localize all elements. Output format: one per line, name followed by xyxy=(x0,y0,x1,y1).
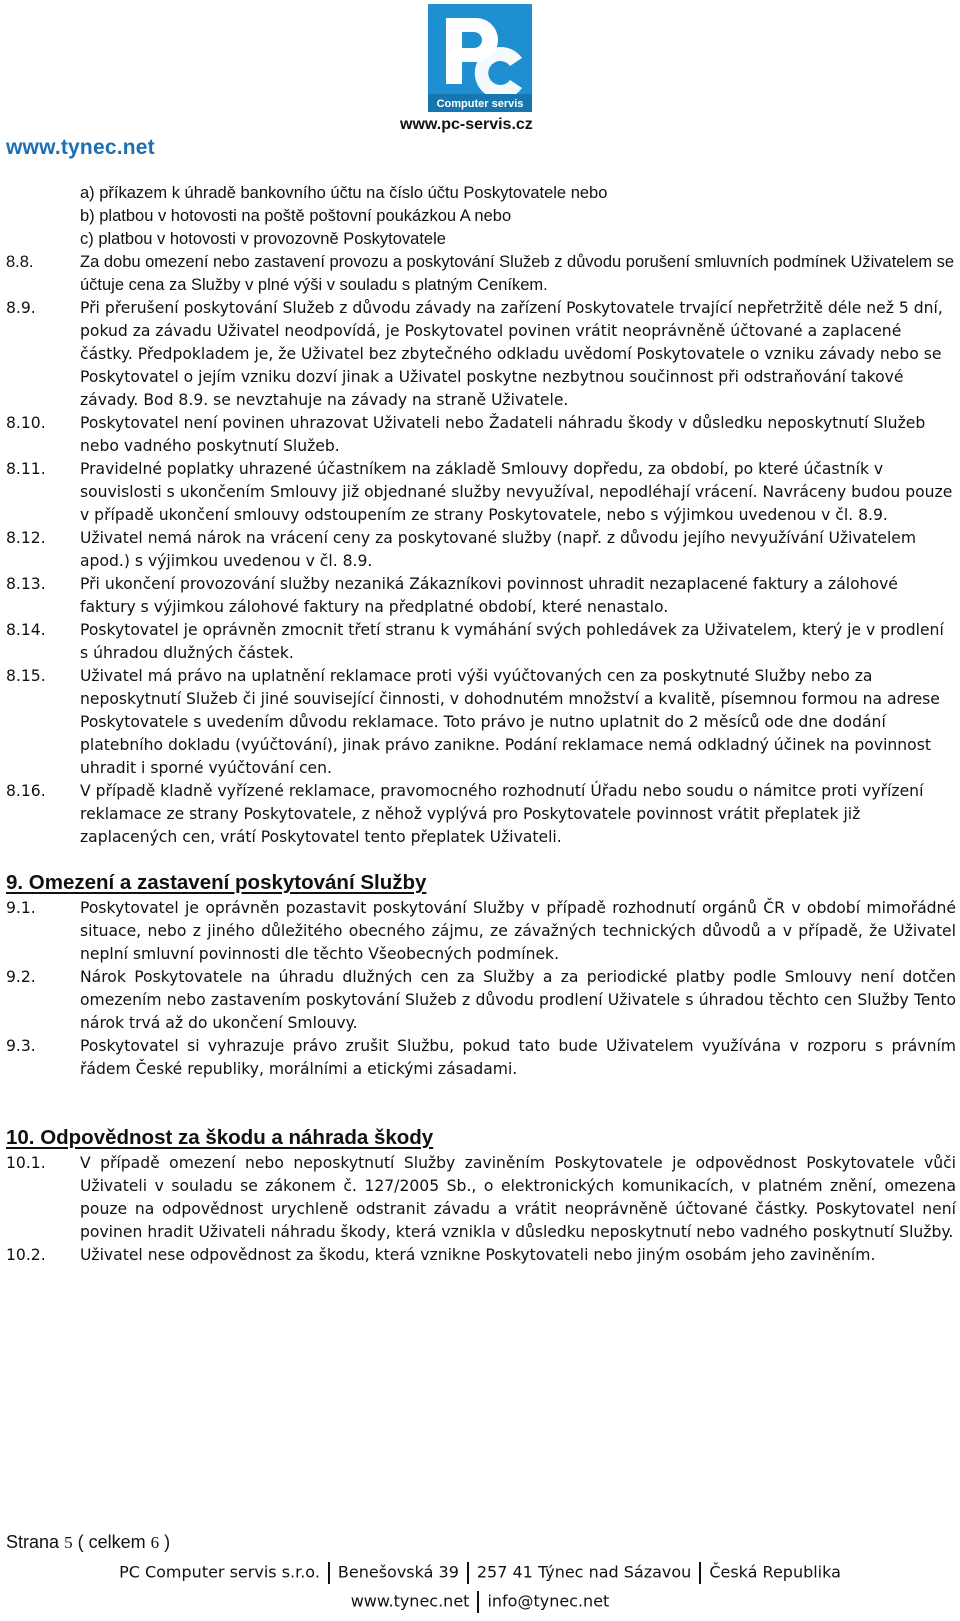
clause-text: V případě omezení nebo neposkytnutí Služby zaviněním Poskytovatele je odpovědnost Poskytovatele vůči Uživateli v souladu se zákonem č. 127/2005 Sb., o elektronických komunikacích, v platném znění, omezena pouze na odpovědnost urychleně odstranit závadu a vrátit neoprávněně účtované částky. Poskytovatel není povinen hradit Uživateli náhradu škody, která vznikla v důsledku neposkytnutí nebo vadného poskytnutí Služby. xyxy=(80,1154,956,1241)
footer-country: Česká Republika xyxy=(709,1562,841,1582)
page-total-prefix: ( celkem xyxy=(77,1532,146,1552)
clause-number: 8.10. xyxy=(6,414,46,432)
footer-city: 257 41 Týnec nad Sázavou xyxy=(476,1562,692,1582)
clause-8-16 xyxy=(6,780,956,849)
clause-number: 9.3. xyxy=(6,1037,36,1055)
clause-number: 8.8. xyxy=(6,253,34,271)
clause-number: 8.9. xyxy=(6,299,36,317)
footer-web-link[interactable]: www.tynec.net xyxy=(350,1591,470,1611)
clause-text: V případě kladně vyřízené reklamace, pravomocného rozhodnutí Úřadu nebo soudu o námitce proti vyřízení reklamace ze strany Poskytovatele, z něhož vyplývá pro Poskytovatele povinnost vrátit přeplatek již zaplacených cen, vrátí Poskytovatel tento přeplatek Uživateli. xyxy=(80,782,924,846)
clause-number: 8.13. xyxy=(6,575,46,593)
footer-address xyxy=(0,1562,960,1584)
clause-8-9 xyxy=(6,297,956,412)
section-9-heading: 9. Omezení a zastavení poskytování Služby xyxy=(6,871,427,894)
footer-separator xyxy=(467,1562,469,1584)
clause-10-1 xyxy=(6,1152,956,1244)
page-total: 6 xyxy=(150,1533,160,1552)
header-website[interactable]: www.tynec.net xyxy=(6,136,155,159)
company-logo xyxy=(428,4,532,112)
page-label: Strana xyxy=(6,1532,60,1552)
clause-text: Při ukončení provozování služby nezaniká Zákazníkovi povinnost uhradit nezaplacené faktury a zálohové faktury s výjimkou zálohové faktury na předplatné období, které nenastalo. xyxy=(80,575,898,616)
clause-8-13 xyxy=(6,573,956,619)
footer-email-link[interactable]: info@tynec.net xyxy=(487,1591,610,1611)
clause-text: Pravidelné poplatky uhrazené účastníkem na základě Smlouvy dopředu, za období, po které účastník v souvislosti s ukončením Smlouvy již objednané služby nevyužíval, nepodléhají vrácení. Navráceny budou pouze v případě ukončení smlouvy odstoupením ze strany Poskytovatele, nebo s výjimkou uvedenou v čl. 8.9. xyxy=(80,460,953,524)
clause-text: Uživatel má právo na uplatnění reklamace proti výši vyúčtovaných cen za poskytnuté Služby nebo za neposkytnutí Služeb či jiné související činnosti, v dohodnutém množství a kvalitě, písemnou formou na adrese Poskytovatele s uvedením důvodu reklamace. Toto právo je nutno uplatnit do 2 měsíců ode dne dodání platebního dokladu (vyúčtování), jinak právo zanikne. Podání reklamace nemá odkladný účinek na povinnost uhradit i sporné vyúčtování cen. xyxy=(80,667,940,777)
logo-caption: Computer servis xyxy=(436,98,524,110)
header-partner-website[interactable]: www.pc-servis.cz xyxy=(400,116,533,133)
clause-number: 10.1. xyxy=(6,1154,46,1172)
clause-text: Poskytovatel je oprávněn zmocnit třetí stranu k vymáhání svých pohledávek za Uživatelem, který je v prodlení s úhradou dlužných částek. xyxy=(80,621,944,662)
document-body xyxy=(6,182,956,1267)
clause-number: 9.2. xyxy=(6,968,36,986)
footer-separator xyxy=(328,1562,330,1584)
clause-number: 8.12. xyxy=(6,529,46,547)
clause-9-2 xyxy=(6,966,956,1035)
footer-contacts xyxy=(0,1591,960,1613)
clause-8-8 xyxy=(6,251,956,297)
payment-methods xyxy=(6,182,956,251)
clause-number: 8.16. xyxy=(6,782,46,800)
clause-number: 9.1. xyxy=(6,899,36,917)
clause-10-2 xyxy=(6,1244,956,1267)
footer-company: PC Computer servis s.r.o. xyxy=(119,1562,320,1582)
clause-8-14 xyxy=(6,619,956,665)
clause-9-3 xyxy=(6,1035,956,1081)
clause-number: 10.2. xyxy=(6,1246,46,1264)
clause-text: Za dobu omezení nebo zastavení provozu a poskytování Služeb z důvodu porušení smluvních podmínek Uživatelem se účtuje cena za Služby v plné výši v souladu s platným Ceníkem. xyxy=(80,253,955,294)
clause-text: Při přerušení poskytování Služeb z důvodu závady na zařízení Poskytovatele trvající nepřetržitě déle než 5 dní, pokud za závadu Uživatel neodpovídá, je Poskytovatel povinen vrátit neoprávněně účtované a zaplacené částky. Předpokladem je, že Uživatel bez zbytečného odkladu uvědomí Poskytovatele o vzniku závady nebo se Poskytovatel o jejím vzniku dozví jinak a Uživatel poskytne nezbytnou součinnost při odstraňování takové závady. Bod 8.9. se nevztahuje na závady na straně Uživatele. xyxy=(80,299,943,409)
page-close: ) xyxy=(164,1532,171,1552)
clause-number: 8.11. xyxy=(6,460,46,478)
page-number xyxy=(6,1532,170,1553)
payment-method-a: a) příkazem k úhradě bankovního účtu na číslo účtu Poskytovatele nebo xyxy=(80,184,608,202)
clause-number: 8.15. xyxy=(6,667,46,685)
clause-text: Poskytovatel není povinen uhrazovat Uživateli nebo Žadateli náhradu škody v důsledku neposkytnutí Služeb nebo vadného poskytnutí Služeb. xyxy=(80,414,926,455)
payment-method-c: c) platbou v hotovosti v provozovně Poskytovatele xyxy=(80,230,446,248)
footer-separator xyxy=(699,1562,701,1584)
footer-street: Benešovská 39 xyxy=(337,1562,459,1582)
clause-text: Uživatel nese odpovědnost za škodu, která vznikne Poskytovateli nebo jiným osobám jeho zaviněním. xyxy=(80,1246,876,1264)
footer-separator xyxy=(477,1591,479,1613)
payment-method-b: b) platbou v hotovosti na poště poštovní poukázkou A nebo xyxy=(80,207,512,225)
page-current: 5 xyxy=(64,1533,73,1552)
clause-number: 8.14. xyxy=(6,621,46,639)
clause-8-10 xyxy=(6,412,956,458)
clause-8-12 xyxy=(6,527,956,573)
clause-8-11 xyxy=(6,458,956,527)
clause-text: Poskytovatel je oprávněn pozastavit poskytování Služby v případě rozhodnutí orgánů ČR v období mimořádné situace, nebo z jiného důležitého obecného zájmu, ze závažných technických důvodů a v případě, že Uživatel neplní smluvní povinnosti dle těchto Všeobecných podmínek. xyxy=(80,899,956,963)
clause-8-15 xyxy=(6,665,956,780)
clause-text: Nárok Poskytovatele na úhradu dlužných cen za Služby a za periodické platby podle Smlouvy není dotčen omezením nebo zastavením poskytování Služeb z důvodu prodlení Uživatele s úhradou těchto cen Služby Tento nárok trvá až do ukončení Smlouvy. xyxy=(80,968,956,1032)
section-10-heading: 10. Odpovědnost za škodu a náhrada škody xyxy=(6,1126,434,1149)
clause-text: Poskytovatel si vyhrazuje právo zrušit Službu, pokud tato bude Uživatelem využívána v rozporu s právním řádem České republiky, morálními a etickými zásadami. xyxy=(80,1037,956,1078)
clause-9-1 xyxy=(6,897,956,966)
clause-text: Uživatel nemá nárok na vrácení ceny za poskytované služby (např. z důvodu jejího nevyužívání Uživatelem apod.) s výjimkou uvedenou v čl. 8.9. xyxy=(80,529,917,570)
